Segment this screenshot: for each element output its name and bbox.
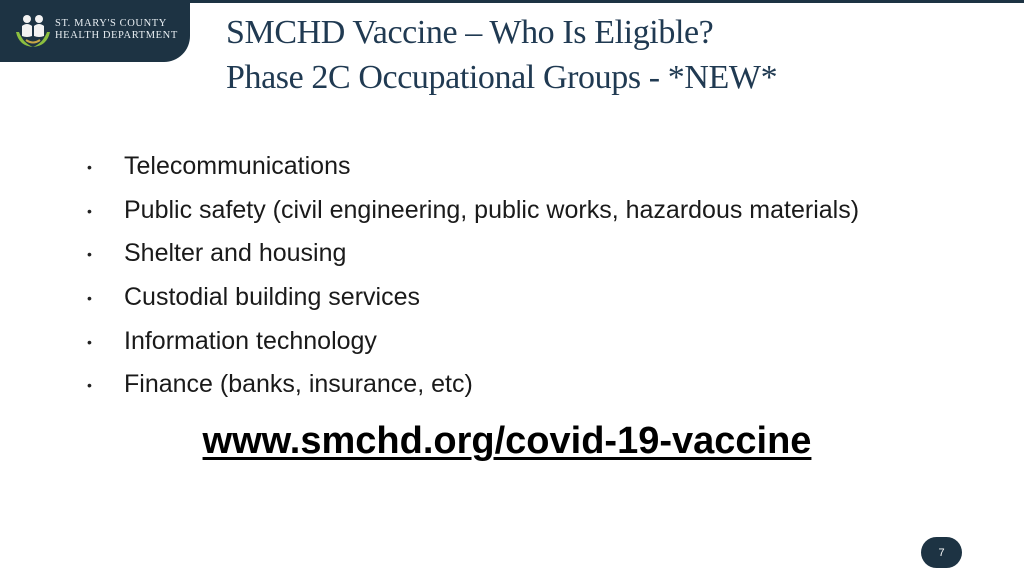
bullet-dot-icon: • <box>87 333 92 350</box>
family-silhouette-logo-icon <box>13 10 53 50</box>
bullet-dot-icon: • <box>87 246 92 263</box>
bullet-dot-icon: • <box>87 202 92 219</box>
list-item-text: Shelter and housing <box>124 239 347 268</box>
title-line-1: SMCHD Vaccine – Who Is Eligible? <box>226 14 714 51</box>
logo-text <box>55 18 178 42</box>
list-item <box>87 145 859 189</box>
list-item-text: Public safety (civil engineering, public works, hazardous materials) <box>124 195 860 224</box>
list-item <box>87 320 859 364</box>
logo-line-2: HEALTH DEPARTMENT <box>55 30 178 41</box>
bullet-dot-icon: • <box>87 290 92 307</box>
slide-title <box>226 10 777 100</box>
list-item <box>87 363 859 407</box>
list-item <box>87 276 859 320</box>
list-item <box>87 232 859 276</box>
list-item-text: Telecommunications <box>124 152 351 180</box>
occupational-groups-list <box>87 145 859 407</box>
logo-banner <box>0 0 190 62</box>
title-line-2: Phase 2C Occupational Groups - *NEW* <box>226 59 778 96</box>
vaccine-url-link[interactable]: www.smchd.org/covid-19-vaccine <box>202 420 812 462</box>
bullet-dot-icon: • <box>87 377 92 394</box>
list-item <box>87 189 859 233</box>
page-number: 7 <box>938 546 945 559</box>
list-item-text: Information technology <box>124 326 377 355</box>
logo-line-1: ST. MARY'S COUNTY <box>55 18 167 29</box>
list-item-text: Finance (banks, insurance, etc) <box>124 370 473 399</box>
bullet-dot-icon: • <box>87 159 92 175</box>
page-number-badge <box>921 537 962 568</box>
list-item-text: Custodial building services <box>124 283 420 312</box>
